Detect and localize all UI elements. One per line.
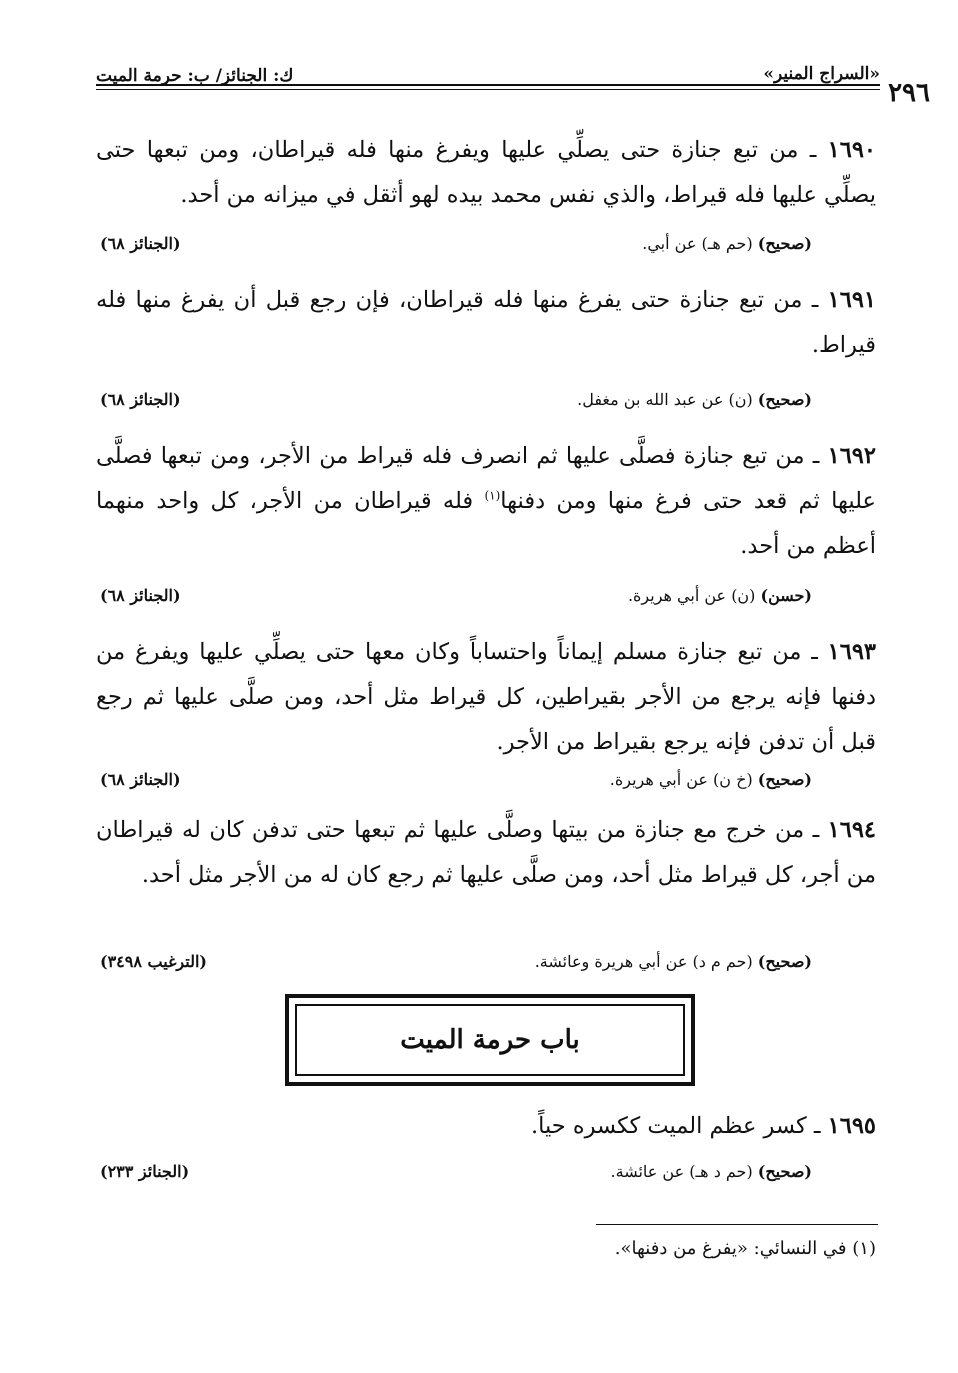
reference: (الجنائز ٦٨) xyxy=(100,770,181,789)
footnote-marker: (١) xyxy=(484,488,501,503)
hadith-dash: ـ xyxy=(798,137,817,163)
narrators: (حم هـ) عن أبي. xyxy=(642,234,753,253)
hadith-number: ١٦٩٠ xyxy=(827,137,877,163)
hadith-1693 xyxy=(96,630,876,765)
hadith-text-after: فله قيراطان من الأجر، كل واحد منهما أعظم من أحد. xyxy=(96,488,876,559)
hadith-number: ١٦٩٣ xyxy=(827,639,876,665)
hadith-1694 xyxy=(96,808,876,898)
hadith-source xyxy=(100,952,812,980)
hadith-text: من خرج مع جنازة من بيتها وصلَّى عليها ثم تبعها حتى تدفن كان له قيراطان من أجر، كل قيراط مثل أحد، ومن صلَّى عليها ثم رجع كان له من الأجر مثل أحد. xyxy=(96,817,876,888)
chapter-heading-inner xyxy=(295,1004,685,1076)
hadith-1691 xyxy=(96,278,876,368)
source-grade-line xyxy=(628,586,812,605)
reference: (الجنائز ٦٨) xyxy=(100,586,181,605)
header-rule-thin xyxy=(96,89,880,90)
source-grade-line xyxy=(611,1162,812,1181)
narrators: (حم د هـ) عن عائشة. xyxy=(610,1162,753,1181)
hadith-1690 xyxy=(96,128,876,218)
reference: (الجنائز ٦٨) xyxy=(100,390,181,409)
hadith-1692 xyxy=(96,434,876,569)
reference: (الجنائز ٢٣٣) xyxy=(100,1162,190,1181)
hadith-text: من تبع جنازة حتى يفرغ منها فله قيراطان، فإن رجع قبل أن يفرغ منها فله قيراط. xyxy=(96,287,876,358)
narrators: (ن) عن أبي هريرة. xyxy=(627,586,756,605)
running-header xyxy=(96,62,880,102)
hadith-text-before: من تبع جنازة فصلَّى عليها ثم انصرف فله قيراط من الأجر، ومن تبعها فصلَّى عليها ثم قعد حتى فرغ منها ومن دفنها xyxy=(96,443,876,514)
hadith-number: ١٦٩٢ xyxy=(827,443,876,469)
hadith-dash: ـ xyxy=(801,639,818,665)
hadith-source xyxy=(100,234,812,262)
page-number: ٢٩٦ xyxy=(888,78,930,108)
book-title: «السراج المنير» xyxy=(763,64,880,84)
hadith-number: ١٦٩٤ xyxy=(827,817,876,843)
narrators: (خ ن) عن أبي هريرة. xyxy=(609,770,753,789)
source-grade-line xyxy=(642,234,812,253)
source-grade-line xyxy=(577,390,812,409)
source-grade-line xyxy=(610,770,812,789)
hadith-text: كسر عظم الميت ككسره حياً. xyxy=(530,1113,807,1139)
section-title: ك: الجنائز/ ب: حرمة الميت xyxy=(96,66,294,86)
hadith-text: من تبع جنازة حتى يصلِّي عليها ويفرغ منها فله قيراطان، ومن تبعها حتى يصلِّي عليها فله قيراط، والذي نفس محمد بيده لهو أثقل في ميزانه من أحد. xyxy=(96,137,876,208)
header-rule xyxy=(96,84,880,86)
grade: (صحيح) xyxy=(757,770,812,789)
hadith-source xyxy=(100,770,812,798)
narrators: (ن) عن عبد الله بن مغفل. xyxy=(577,390,753,409)
grade: (صحيح) xyxy=(757,390,812,409)
footnote xyxy=(520,1238,876,1259)
hadith-source xyxy=(100,1162,812,1190)
hadith-source xyxy=(100,390,812,418)
hadith-dash: ـ xyxy=(802,287,819,313)
hadith-dash: ـ xyxy=(804,817,820,843)
grade: (صحيح) xyxy=(757,234,812,253)
reference: (الجنائز ٦٨) xyxy=(100,234,181,253)
hadith-text: من تبع جنازة مسلم إيماناً واحتساباً وكان معها حتى يصلِّي عليها ويفرغ من دفنها فإنه يرجع من الأجر بقيراطين، كل قيراط مثل أحد، ومن صلَّى عليها ثم رجع قبل أن تدفن فإنه يرجع بقيراط من الأجر. xyxy=(96,639,876,755)
hadith-1695 xyxy=(96,1104,876,1149)
hadith-source xyxy=(100,586,812,614)
footnote-rule xyxy=(596,1224,878,1225)
source-grade-line xyxy=(535,952,812,971)
chapter-title: باب حرمة الميت xyxy=(400,1025,580,1055)
hadith-dash: ـ xyxy=(806,1113,821,1139)
narrators: (حم م د) عن أبي هريرة وعائشة. xyxy=(534,952,753,971)
grade: (حسن) xyxy=(760,586,812,605)
footnote-text: في النسائي: «يفرغ من دفنها». xyxy=(614,1238,847,1259)
grade: (صحيح) xyxy=(757,952,812,971)
footnote-number: (١) xyxy=(852,1238,876,1259)
chapter-heading-frame xyxy=(285,994,695,1086)
grade: (صحيح) xyxy=(757,1162,812,1181)
hadith-number: ١٦٩١ xyxy=(827,287,877,313)
hadith-dash: ـ xyxy=(804,443,820,469)
reference: (الترغيب ٣٤٩٨) xyxy=(100,952,207,971)
hadith-number: ١٦٩٥ xyxy=(827,1113,876,1139)
